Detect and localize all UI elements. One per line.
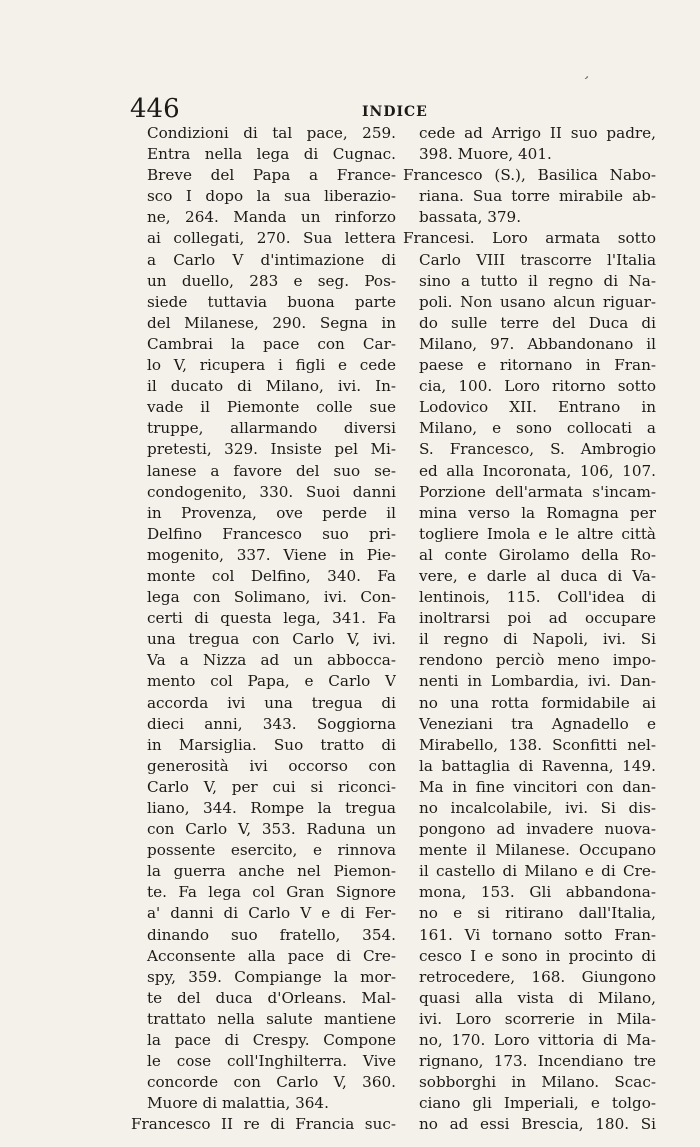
index-line: pretesti, 329. Insiste pel Mi- xyxy=(147,440,396,459)
index-line: Carlo VIII trascorre l'Italia xyxy=(419,250,656,269)
index-line: mento col Papa, e Carlo V xyxy=(147,672,396,691)
index-line: Francesi. Loro armata sotto xyxy=(403,229,656,248)
index-line: 161. Vi tornano sotto Fran- xyxy=(419,925,656,944)
index-line: ciano gli Imperiali, e tolgo- xyxy=(419,1094,656,1113)
index-line: do sulle terre del Duca di xyxy=(419,313,656,332)
index-line: nenti in Lombardia, ivi. Dan- xyxy=(419,672,656,691)
index-line: Entra nella lega di Cugnac. xyxy=(147,145,396,164)
index-line: no e si ritirano dall'Italia, xyxy=(419,904,656,923)
index-line: generosità ivi occorso con xyxy=(147,756,396,775)
index-line: Milano, e sono collocati a xyxy=(419,419,656,438)
index-line: rendono perciò meno impo- xyxy=(419,651,656,670)
index-line: mogenito, 337. Viene in Pie- xyxy=(147,545,396,564)
index-line: spy, 359. Compiange la mor- xyxy=(147,967,396,986)
index-line: mona, 153. Gli abbandona- xyxy=(419,883,656,902)
index-line: condogenito, 330. Suoi danni xyxy=(147,482,396,501)
index-line: la battaglia di Ravenna, 149. xyxy=(419,756,656,775)
index-line: sino a tutto il regno di Na- xyxy=(419,271,656,290)
index-line: a' danni di Carlo V e di Fer- xyxy=(147,904,396,923)
index-line: ed alla Incoronata, 106, 107. xyxy=(419,461,656,480)
index-line: paese e ritornano in Fran- xyxy=(419,356,656,375)
index-line: a Carlo V d'intimazione di xyxy=(147,250,396,269)
index-line: Condizioni di tal pace, 259. xyxy=(147,124,396,142)
index-line: le cose coll'Inghilterra. Vive xyxy=(147,1052,396,1071)
index-line: no ad essi Brescia, 180. Si xyxy=(419,1115,656,1134)
index-line: S. Francesco, S. Ambrogio xyxy=(419,440,656,459)
index-line: lentinois, 115. Coll'idea di xyxy=(419,588,656,607)
index-line: possente esercito, e rinnova xyxy=(147,841,396,860)
index-line: Delfino Francesco suo pri- xyxy=(147,524,396,543)
index-line: cede ad Arrigo II suo padre, xyxy=(419,124,656,142)
index-line: Francesco (S.), Basilica Nabo- xyxy=(403,166,656,185)
index-line: vere, e darle al duca di Va- xyxy=(419,566,656,585)
index-line: no, 170. Loro vittoria di Ma- xyxy=(419,1031,656,1050)
index-line: lo V, ricupera i figli e cede xyxy=(147,356,396,375)
index-line: Va a Nizza ad un abbocca- xyxy=(147,651,396,670)
index-line: concorde con Carlo V, 360. xyxy=(147,1073,396,1092)
index-line: Porzione dell'armata s'incam- xyxy=(419,482,656,501)
index-line: in Provenza, ove perde il xyxy=(147,503,396,522)
index-line: Milano, 97. Abbandonano il xyxy=(419,334,656,353)
index-line: togliere Imola e le altre città xyxy=(419,524,656,543)
index-line: mina verso la Romagna per xyxy=(419,503,656,522)
index-line: trattato nella salute mantiene xyxy=(147,1009,396,1028)
index-line: siede tuttavia buona parte xyxy=(147,292,396,311)
index-line: te. Fa lega col Gran Signore xyxy=(147,883,396,902)
index-line: te del duca d'Orleans. Mal- xyxy=(147,988,396,1007)
index-line: il regno di Napoli, ivi. Si xyxy=(419,630,656,649)
index-line: cesco I e sono in procinto di xyxy=(419,946,656,965)
index-line: Ma in fine vincitori con dan- xyxy=(419,777,656,796)
index-line: mente il Milanese. Occupano xyxy=(419,841,656,860)
index-line: lega con Solimano, ivi. Con- xyxy=(147,588,396,607)
index-line: Lodovico XII. Entrano in xyxy=(419,398,656,417)
index-line: Muore di malattia, 364. xyxy=(147,1094,329,1113)
ink-mark: , xyxy=(583,65,594,83)
index-line: truppe, allarmando diversi xyxy=(147,419,396,438)
index-line: un duello, 283 e seg. Pos- xyxy=(147,271,396,290)
index-line: sobborghi in Milano. Scac- xyxy=(419,1073,656,1092)
page-number: 446 xyxy=(130,94,180,124)
index-line: al conte Girolamo della Ro- xyxy=(419,545,656,564)
index-line: pongono ad invadere nuova- xyxy=(419,820,656,839)
index-line: con Carlo V, 353. Raduna un xyxy=(147,820,396,839)
index-line: no incalcolabile, ivi. Si dis- xyxy=(419,799,656,817)
index-line: cia, 100. Loro ritorno sotto xyxy=(419,377,656,396)
index-line: Cambrai la pace con Car- xyxy=(147,334,396,353)
index-line: Francesco II re di Francia suc- xyxy=(131,1115,396,1134)
index-line: la pace di Crespy. Compone xyxy=(147,1031,396,1050)
index-line: inoltrarsi poi ad occupare xyxy=(419,609,656,628)
right-column xyxy=(403,123,656,1136)
index-line: vade il Piemonte colle sue xyxy=(147,398,396,417)
running-head: INDICE xyxy=(362,104,428,120)
index-line: in Marsiglia. Suo tratto di xyxy=(147,735,396,754)
index-line: la guerra anche nel Piemon- xyxy=(147,862,396,881)
index-line: dinando suo fratello, 354. xyxy=(147,925,396,944)
index-line: ai collegati, 270. Sua lettera xyxy=(147,229,396,248)
index-line: dieci anni, 343. Soggiorna xyxy=(147,714,396,733)
left-column xyxy=(131,123,396,1136)
index-line: del Milanese, 290. Segna in xyxy=(147,313,396,332)
index-line: poli. Non usano alcun riguar- xyxy=(419,292,656,311)
index-line: quasi alla vista di Milano, xyxy=(419,988,656,1007)
index-line: certi di questa lega, 341. Fa xyxy=(147,609,396,628)
index-line: Breve del Papa a France- xyxy=(147,166,396,185)
index-line: accorda ivi una tregua di xyxy=(147,693,396,712)
index-line: riana. Sua torre mirabile ab- xyxy=(419,187,656,206)
index-line: Acconsente alla pace di Cre- xyxy=(147,946,396,965)
index-line: il castello di Milano e di Cre- xyxy=(419,862,656,881)
index-line: ivi. Loro scorrerie in Mila- xyxy=(419,1009,656,1028)
index-line: sco I dopo la sua liberazio- xyxy=(147,187,396,206)
index-line: bassata, 379. xyxy=(419,208,522,227)
index-line: Mirabello, 138. Sconfitti nel- xyxy=(419,735,656,754)
index-line: Carlo V, per cui si riconci- xyxy=(147,777,396,796)
index-line: lanese a favore del suo se- xyxy=(147,461,396,480)
index-line: no una rotta formidabile ai xyxy=(419,693,656,712)
index-line: Veneziani tra Agnadello e xyxy=(419,714,656,733)
index-line: 398. Muore, 401. xyxy=(419,145,552,164)
index-line: rignano, 173. Incendiano tre xyxy=(419,1052,656,1071)
index-line: monte col Delfino, 340. Fa xyxy=(147,566,396,585)
index-line: una tregua con Carlo V, ivi. xyxy=(147,630,396,649)
index-line: il ducato di Milano, ivi. In- xyxy=(147,377,396,396)
index-line: liano, 344. Rompe la tregua xyxy=(147,799,396,817)
index-line: ne, 264. Manda un rinforzo xyxy=(147,208,396,227)
index-line: retrocedere, 168. Giungono xyxy=(419,967,656,986)
